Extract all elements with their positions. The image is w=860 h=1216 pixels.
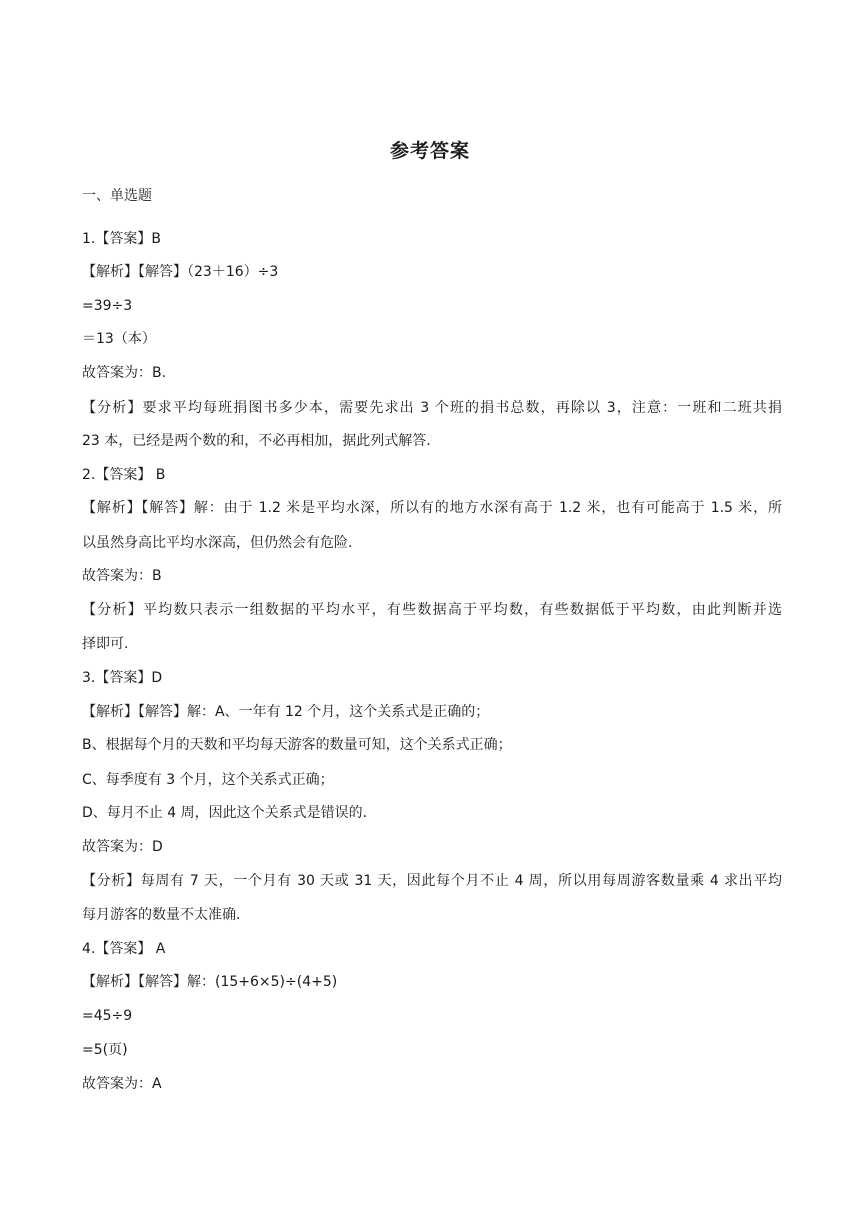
q1-answer: 1.【答案】B	[82, 231, 161, 247]
q2-analysis: 【分析】平均数只表示一组数据的平均水平，有些数据高于平均数，有些数据低于平均数，由此判断并选	[82, 602, 782, 618]
q2-solution: 【解析】【解答】解：由于 1.2 米是平均水深，所以有的地方水深有高于 1.2 米，也有可能高于 1.5 米，所	[82, 500, 782, 516]
q4-conclusion: 故答案为：A	[82, 1076, 162, 1092]
q3-solution: 【解析】【解答】解：A、一年有 12 个月，这个关系式是正确的；	[82, 704, 490, 720]
q3-analysis: 【分析】每周有 7 天，一个月有 30 天或 31 天，因此每个月不止 4 周，所以用每周游客数量乘 4 求出平均	[82, 873, 782, 889]
q4-step: =5(页)	[82, 1042, 128, 1058]
q3-analysis-cont: 每月游客的数量不太准确.	[82, 907, 241, 923]
q4-step: =45÷9	[82, 1008, 133, 1024]
q2-analysis-cont: 择即可.	[82, 636, 129, 652]
q1-analysis-cont: 23 本，已经是两个数的和，不必再相加，据此列式解答.	[82, 433, 431, 449]
q2-answer: 2.【答案】 B	[82, 467, 166, 483]
q1-conclusion: 故答案为：B.	[82, 365, 167, 381]
q1-solution: 【解析】【解答】（23＋16）÷3	[82, 264, 279, 280]
q3-option-b: B、根据每个月的天数和平均每天游客的数量可知，这个关系式正确；	[82, 737, 512, 753]
q4-answer: 4.【答案】 A	[82, 941, 166, 957]
q1-step: =39÷3	[82, 298, 133, 314]
q3-option-d: D、每月不止 4 周，因此这个关系式是错误的.	[82, 805, 368, 821]
q3-conclusion: 故答案为：D	[82, 839, 163, 855]
q2-solution-cont: 以虽然身高比平均水深高，但仍然会有危险.	[82, 535, 353, 551]
q3-option-c: C、每季度有 3 个月，这个关系式正确；	[82, 772, 334, 788]
section-heading: 一、单选题	[82, 188, 152, 204]
page-title: 参考答案	[389, 140, 470, 162]
q3-answer: 3.【答案】D	[82, 670, 163, 686]
q1-analysis: 【分析】要求平均每班捐图书多少本，需要先求出 3 个班的捐书总数，再除以 3，注意：一班和二班共捐	[82, 400, 782, 416]
q4-solution: 【解析】【解答】解：(15+6×5)÷(4+5)	[82, 974, 338, 990]
q1-step: ＝13（本）	[82, 331, 156, 347]
q2-conclusion: 故答案为：B	[82, 568, 162, 584]
